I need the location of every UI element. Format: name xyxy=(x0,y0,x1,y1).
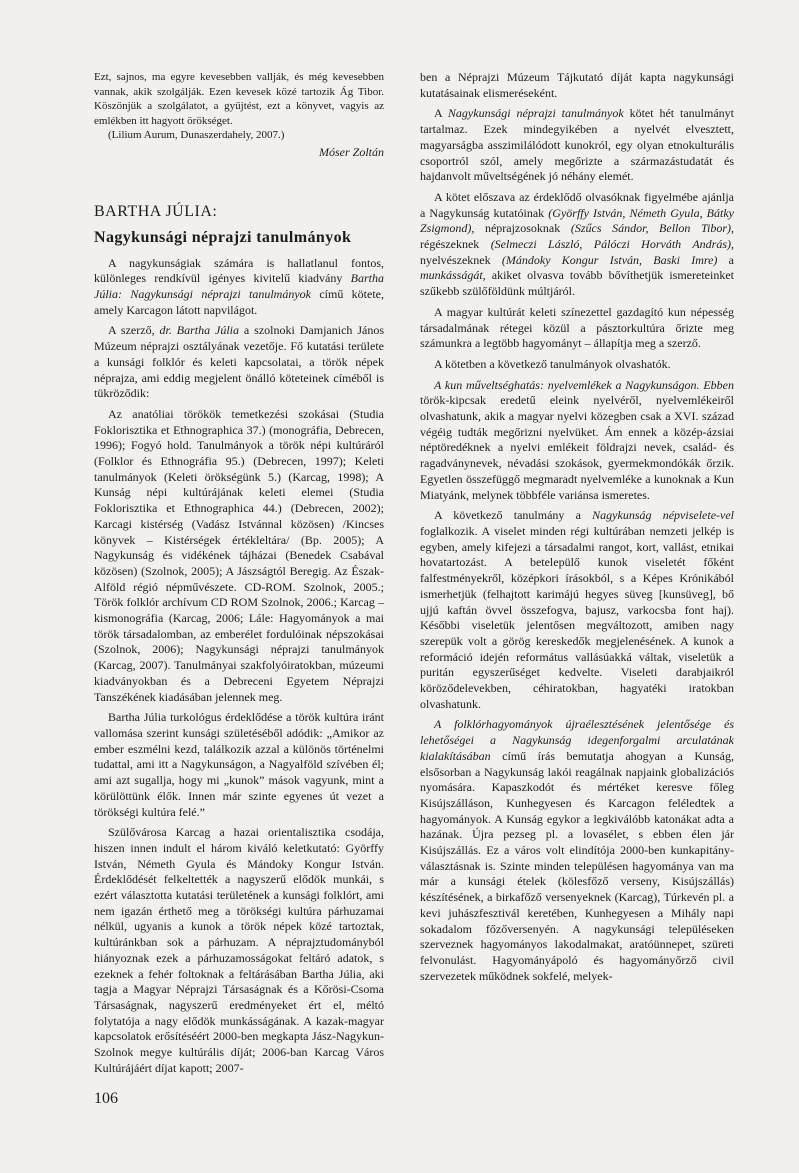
paragraph xyxy=(420,106,734,185)
italic-title: Nagykunsági néprajzi tanulmányok xyxy=(447,106,624,121)
text-run: , akiket olvasva tovább bővíthetjük ismereteinket szűkebb szülőföldünk múltjáról. xyxy=(420,268,734,299)
italic-names: (Selmeczi László, Pálóczi Horváth András) xyxy=(490,237,732,252)
text-run: A xyxy=(434,106,448,121)
paragraph xyxy=(94,323,384,402)
italic-word: munkásságát xyxy=(420,268,483,283)
text-run: A következő tanulmány a xyxy=(434,508,593,523)
intro-source: (Lilium Aurum, Dunaszerdahely, 2007.) xyxy=(108,129,285,141)
italic-names: (Mándoky Kongur István, Baski Imre) xyxy=(501,252,718,267)
paragraph xyxy=(420,508,734,712)
paragraph: Szülővárosa Karcag a hazai orientalisztika csodája, hiszen innen indult el három kiváló keletkutató: Györffy István, Németh Gyula és Mándoky Kongur István. Érdeklődését felkeltették a nagyszerű elődök munkái, s ezért választotta kutatási területének a kunsági folklórt, ami nem igazán érthető meg a törökségi kultúra párhuzamai nélkül, ugyanis a kunok a török népek közé tartoztak, kultúránkban sok a párhuzam. A néprajztudományból hiányoznak ezek a párhuzamosságokat feltáró adatok, s ezeknek a fehér foltoknak a feltárásában Bartha Júlia, aki tagja a Magyar Néprajzi Társaságnak és a Kőrösi-Csoma Társaságnak, nagyszerű eredményeket ért el, méltó folytatója a nagy elődök munkásságának. A kazak-magyar kapcsolatok erősítéséért 2000-ben megkapta Jász-Nagykun-Szolnok megye kultúrális díját; 2006-ban Karcag Város Kultúrájáért díjat kapott; 2007- xyxy=(94,825,384,1075)
text-run: A nagykunságiak számára is hallatlanul fontos, különleges rendkívül igényes kivitelű kiadvány xyxy=(94,255,384,286)
italic-title: A kun műveltséghatás: nyelvemlékek a Nagykunságon. Ebben xyxy=(434,377,734,392)
right-column xyxy=(420,70,734,984)
text-run: foglalkozik. A viselet minden régi kultúrában nemzeti jelkép is egyben, amely kifejezi a társadalmi rangot, kort, vallást, etnikai hovatartozást. A betelepülő kunok viseletét főként falfestményekről, középkori írásokból, s a Képes Krónikából ismerhetjük (felhajtott karimájú hegyes süveg [kunsüveg], bő ujjú kaftán övvel összefogva, bajusz, varkocsba font haj). Későbbi viseletük jelentősen megváltozott, amiben nagy szerepük volt a görög kereskedők megjelenésének. A kunok a reformáció idején református vallásúakká váltak, viseletük a puritán egyszerűséget kedvelte. Viseleti darabjaikról köröződelevekben, céhiratokban, hagyatéki iratokban olvashatunk. xyxy=(420,523,734,711)
paragraph xyxy=(94,256,384,319)
paragraph xyxy=(420,190,734,300)
text-run: a szolnoki Damjanich János Múzeum néprajzi osztályának vezetője. Fő kutatási területe a kunsági folklór és keleti kapcsolatai, a török népek néprajza, ami eddig megjelent önálló köteteinek címéből is tükröződik: xyxy=(94,323,384,401)
text-run: , régészeknek xyxy=(420,221,734,252)
paragraph: A kötetben a következő tanulmányok olvashatók. xyxy=(434,356,671,371)
italic-title: Nagykunság népviselete-vel xyxy=(592,508,734,523)
intro-signature: Móser Zoltán xyxy=(318,144,384,159)
paragraph xyxy=(420,717,734,984)
text-run: kötet hét tanulmányt tartalmaz. Ezek mindegyikében a nyelvét elvesztett, magyarságba asszimilálódott kunokról, egy olyan etnokulturális csoportról szól, amely megőrizte a származástudatát és hajdanvolt műveltségének jó néhány elemét. xyxy=(420,106,734,184)
paragraph xyxy=(420,378,734,504)
paragraph: ben a Néprajzi Múzeum Tájkutató díját kapta nagykunsági kutatásainak elismeréseként. xyxy=(420,70,734,100)
paragraph: A magyar kultúrát keleti színezettel gazdagító kun népesség társadalmának rétegei közül a pásztorkultúra őrizte meg számunkra a legtöbb hagyományt – állapítja meg a szerző. xyxy=(420,304,734,351)
text-run: , néprajzosoknak xyxy=(471,221,571,236)
italic-names: (Györffy István, Németh Gyula, Bátky Zsigmond) xyxy=(420,205,735,236)
text-run: török-kipcsak eredetű eleink nyelvéről, nyelvemlékeiről olvashatunk, akik a magyar nyelvi közegben csak a XVI. század végéig tudták megőrizni nyelvüket. Ám ennek a közép-ázsiai néptöredéknek a nyelvi emlékeit földrajzi nevek, család- és ragadványnevek, névadási szokások, gyermekmondókák őrzik. Egyetlen összefüggő megmaradt nyelvemléke a kunoknak a Kun Miatyánk, melynek többféle variánsa ismeretes. xyxy=(420,393,734,502)
left-column xyxy=(94,70,384,1076)
text-run: a xyxy=(717,252,735,267)
italic-name: dr. Bartha Júlia xyxy=(159,323,240,338)
book-author: BARTHA JÚLIA: xyxy=(94,203,218,221)
text-run: , nyelvészeknek xyxy=(420,237,735,267)
book-title: Nagykunsági néprajzi tanulmányok xyxy=(94,228,352,246)
italic-title: A folklórhagyományok újraélesztésének jelentősége és lehetőségei a Nagykunság idegenforgalmi arculatának kialakításában xyxy=(420,717,734,763)
text-run: című írás bemutatja ahogyan a Kunság, elsősorban a Nagykunság lakói reagálnak napjaink globalizációs nyomására. Kapaszkodót és mértéket keresve főleg Kisújszálláson, Kunhegyesen és Karcagon feléledtek a hagyományok. A Kunság egykor a legkiválóbb katonákat adta a hazának. Újra pezseg pl. a lovasélet, s ebben élen jár Kisújszállás. Ez a város volt elindítója 2000-ben kunkapitány-választásnak is. Szinte minden településen hagyománya van ma már a kunsági ételek (kölesfőző verseny, Kisújszállás) készítésének, a birkafőző versenyeknek (Karcag), Túrkevén pl. a kevi juhászfesztivál keretében, Kunhegyesen a Mihály napi sokadalom főzőversenyén. A nagykunsági településeken szerveznek hagyományos lakodalmakat, aratóünnepet, szüreti felvonulást. Hagyományápoló és hagyományőrző civil szervezetek működnek sokfelé, melyek- xyxy=(420,748,734,983)
italic-names: (Szűcs Sándor, Bellon Tibor) xyxy=(570,221,731,236)
text-run: A kötet előszava az érdeklődő olvasóknak figyelmébe ajánlja a Nagykunság kutatóinak xyxy=(420,189,734,220)
text-run: című kötete, amely Karcagon látott napvilágot. xyxy=(94,287,384,317)
italic-title: Bartha Júlia: Nagykunsági néprajzi tanulmányok xyxy=(94,271,384,302)
intro-paragraph: Ezt, sajnos, ma egyre kevesebben vallják, és még kevesebben vannak, akik szolgálják. Ezen kevesek közé tartozik Ág Tibor. Köszönjük a szolgálatot, a gyűjtést, ezt a könyvet, vagyis az emlékben itt hagyott örökséget. xyxy=(94,71,384,127)
paragraph: Bartha Júlia turkológus érdeklődése a török kultúra iránt vallomása szerint kunsági születéséből adódik: „Amikor az ember eszmélni kezd, találkozik azzal a különös történelmi tudattal, ami itt a Nagykunságon, a Nagyalföld szívében él; ami azt sugallja, hogy mi „kunok” mások vagyunk, mint a körülöttünk élők. Innen már szinte egyenes út vezet a törökségi kultúra felé.” xyxy=(94,710,384,819)
text-run: A szerző, xyxy=(108,323,160,338)
page-number: 106 xyxy=(94,1090,118,1107)
publications-list: Az anatóliai törökök temetkezési szokásai (Studia Foklorisztika et Ethnographica 37.) (monográfia, Debrecen, 1996); Fogyó hold. Tanulmányok a török népi kultúráról (Folklor és Ethnográfia 95.) (Debrecen, 1997); Keleti tanulmányok (Keleti örökségünk 5.) (Karcag, 1998); A Kunság népi kultúrájának keleti elemei (Studia Foklorisztika et Ethnographica 44.) (Debrecen, 2002); Karcagi kistérség (Vadász Istvánnal közösen) /Kincses könyvek – Kistérségek értékleltára/ (Bp. 2005); A Nagykunság és vidékének tájházai (Benedek Csabával közösen) (Szolnok, 2005); A Jászságtól Beregig. Az Észak-Alföld régió népművészete. CD-ROM. Szolnok, 2005.; Török folklór archívum CD ROM Szolnok, 2006.; Karcag – kismonográfia (Karcag, 2006; Lále: Hagyományok a mai török társadalomban, az emberélet fordulóinak népszokásai (Szolnok, 2006); Nagykunsági néprajzi tanulmányok (Karcag, 2007). Tanulmányai szakfolyóiratokban, múzeumi kiadványokban és a Debreceni Egyetem Néprajzi Tanszékének kiadásában jelennek meg. xyxy=(94,406,384,704)
